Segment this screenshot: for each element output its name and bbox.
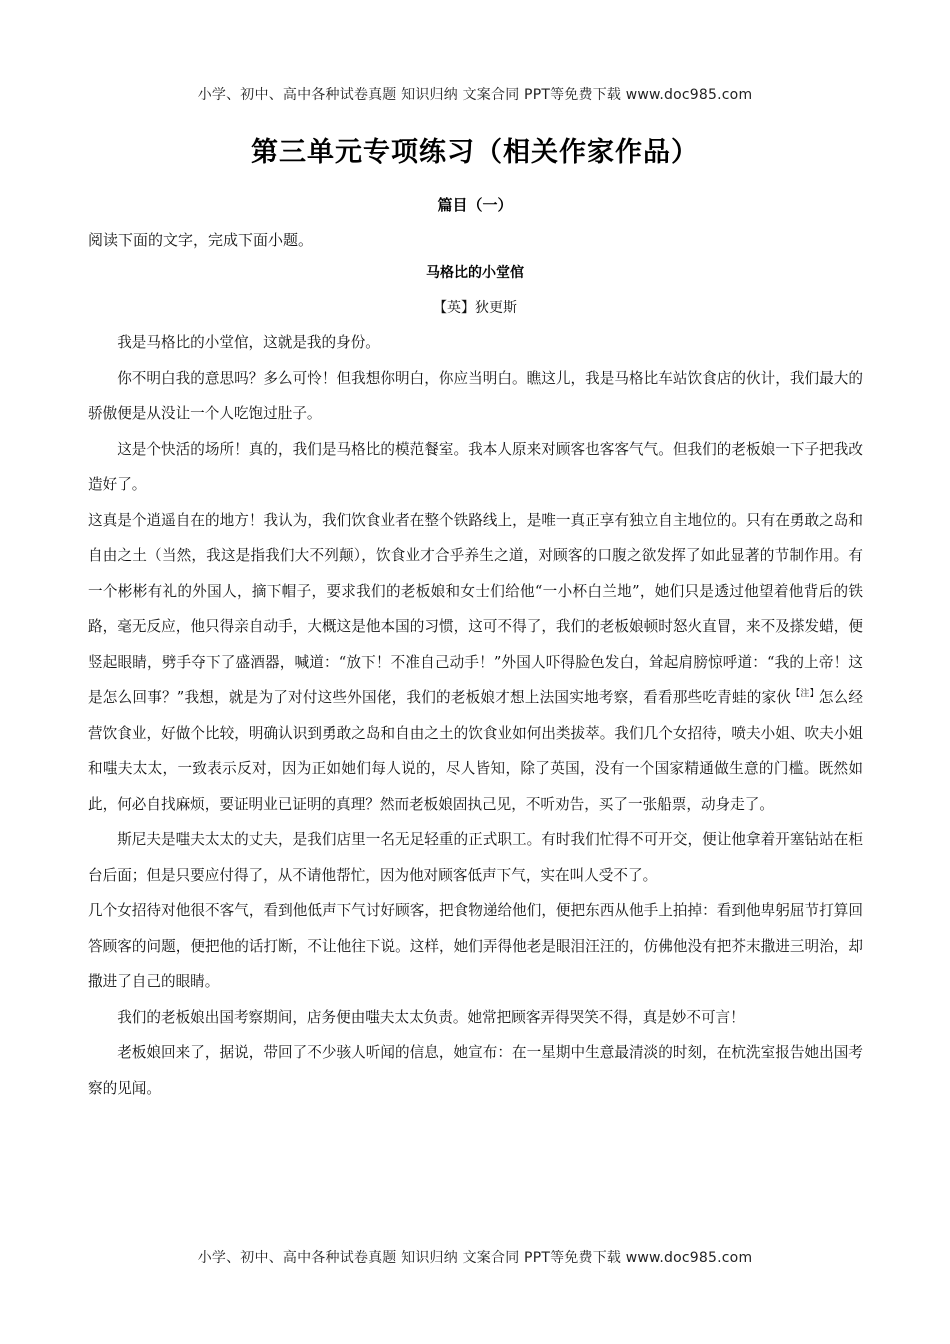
- story-title: 马格比的小堂倌: [426, 265, 524, 281]
- story-body: [88, 325, 863, 1106]
- story-paragraph: 斯尼夫是嗤夫太太的丈夫，是我们店里一名无足轻重的正式职工。有时我们忙得不可开交，便让他拿着开塞钻站在柜台后面；但是只要应付得了，从不请他帮忙，因为他对顾客低声下气，实在叫人受不了。: [88, 831, 863, 884]
- page-title: 第三单元专项练习（相关作家作品）: [251, 137, 699, 168]
- story-paragraph-part: 这真是个逍遥自在的地方！我认为，我们饮食业者在整个铁路线上，是唯一真正享有独立自主地位的。只有在勇敢之岛和自由之土（当然，我这是指我们大不列颠），饮食业才合乎养生之道，对顾客的口腹之欲发挥了如此显著的节制作用。有一个彬彬有礼的外国人，摘下帽子，要求我们的老板娘和女士们给他“一小杯白兰地”，她们只是透过他望着他背后的铁路，毫无反应，他只得亲自动手，大概这是他本国的习惯，这可不得了，我们的老板娘顿时怒火直冒，来不及搽发蜡，便竖起眼睛，劈手夺下了盛酒器，喊道：“放下！不准自己动手！”外国人吓得脸色发白，耸起肩膀惊呼道：“我的上帝！这是怎么回事？”我想，就是为了对付这些外国佬，我们的老板娘才想上法国实地考察，看看那些吃青蛙的家伙: [88, 511, 863, 706]
- header-banner: 小学、初中、高中各种试卷真题 知识归纳 文案合同 PPT等免费下载 www.doc985.com: [197, 87, 753, 103]
- story-paragraph: 我们的老板娘出国考察期间，店务便由嗤夫太太负责。她常把顾客弄得哭笑不得，真是妙不可言！: [117, 1008, 745, 1026]
- story-paragraph: 老板娘回来了，据说，带回了不少骇人听闻的信息，她宣布：在一星期中生意最清淡的时刻，在杭洗室报告她出国考察的见闻。: [88, 1044, 863, 1097]
- footnote-marker: 【注】: [791, 689, 819, 700]
- story-paragraph: 我是马格比的小堂倌，这就是我的身份。: [117, 334, 380, 351]
- section-heading: 篇目（一）: [437, 196, 513, 214]
- story-paragraph: 你不明白我的意思吗？多么可怜！但我想你明白，你应当明白。瞧这儿，我是马格比车站饮食店的伙计，我们最大的骄傲便是从没让一个人吃饱过肚子。: [88, 369, 863, 422]
- story-author: 【英】狄更斯: [433, 300, 517, 316]
- footer-banner: 小学、初中、高中各种试卷真题 知识归纳 文案合同 PPT等免费下载 www.doc985.com: [197, 1250, 753, 1266]
- reading-instruction: 阅读下面的文字，完成下面小题。: [88, 231, 314, 249]
- story-paragraph: 几个女招待对他很不客气，看到他低声下气讨好顾客，把食物递给他们，便把东西从他手上拍掉：看到他卑躬屈节打算回答顾客的问题，便把他的话打断，不让他往下说。这样，她们弄得他老是眼泪汪汪的，仿佛他没有把芥末撒进三明治，却撒进了自己的眼睛。: [88, 902, 863, 990]
- story-paragraph: [88, 503, 863, 823]
- story-paragraph-part: 怎么经营饮食业，好做个比较，明确认识到勇敢之岛和自由之土的饮食业如何出类拔萃。我们几个女招待，喷夫小姐、吹夫小姐和嗤夫太太，一致表示反对，因为正如她们每人说的，尽人皆知，除了英国，没有一个国家精通做生意的门槛。既然如此，何必自找麻烦，要证明业已证明的真理？然而老板娘固执己见，不听劝告，买了一张船票，动身走了。: [88, 689, 863, 813]
- story-paragraph: 这是个快活的场所！真的，我们是马格比的模范餐室。我本人原来对顾客也客客气气。但我们的老板娘一下子把我改造好了。: [88, 440, 863, 493]
